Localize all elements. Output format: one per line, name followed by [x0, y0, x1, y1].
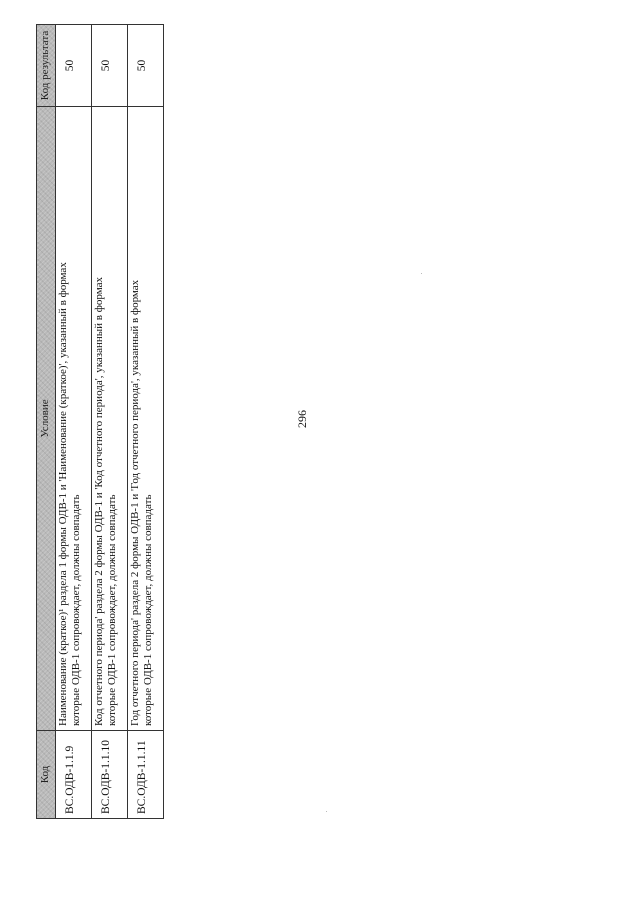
row-condition-line1: Наименование (краткое)¹ раздела 1 формы ОДВ-1 и 'Наименование (краткое)', указанный в формах: [57, 262, 69, 726]
page-number: 296: [295, 410, 309, 428]
header-code: Код: [37, 731, 56, 819]
row-condition: [128, 107, 164, 731]
table-row: [56, 25, 92, 819]
row-result: 50: [56, 25, 92, 107]
table-wrap: [36, 25, 164, 819]
table-row: [128, 25, 164, 819]
validation-table: [36, 24, 164, 819]
row-condition: [56, 107, 92, 731]
row-condition-line2: которые ОДВ-1 сопровождает, должны совпадать: [142, 494, 154, 726]
table-header-row: [37, 25, 56, 819]
row-condition-line2: которые ОДВ-1 сопровождает, должны совпадать: [70, 494, 82, 726]
row-code: ВС.ОДВ-1.1.11: [128, 731, 164, 819]
header-result: Код результата: [37, 25, 56, 107]
row-condition-line2: которые ОДВ-1 сопровождает, должны совпадать: [106, 494, 118, 726]
row-result: 50: [92, 25, 128, 107]
row-result: 50: [128, 25, 164, 107]
scan-speck: [326, 811, 327, 812]
row-code: ВС.ОДВ-1.1.9: [56, 731, 92, 819]
row-code: ВС.ОДВ-1.1.10: [92, 731, 128, 819]
header-condition: Условие: [37, 107, 56, 731]
scan-speck: [421, 273, 422, 274]
rotated-table-container: [36, 25, 164, 819]
row-condition: [92, 107, 128, 731]
table-row: [92, 25, 128, 819]
row-condition-line1: Код отчетного периода' раздела 2 формы ОДВ-1 и 'Код отчетного периода', указанный в формах: [93, 277, 105, 726]
row-condition-line1: Год отчетного периода' раздела 2 формы ОДВ-1 и 'Год отчетного периода', указанный в формах: [129, 279, 141, 726]
